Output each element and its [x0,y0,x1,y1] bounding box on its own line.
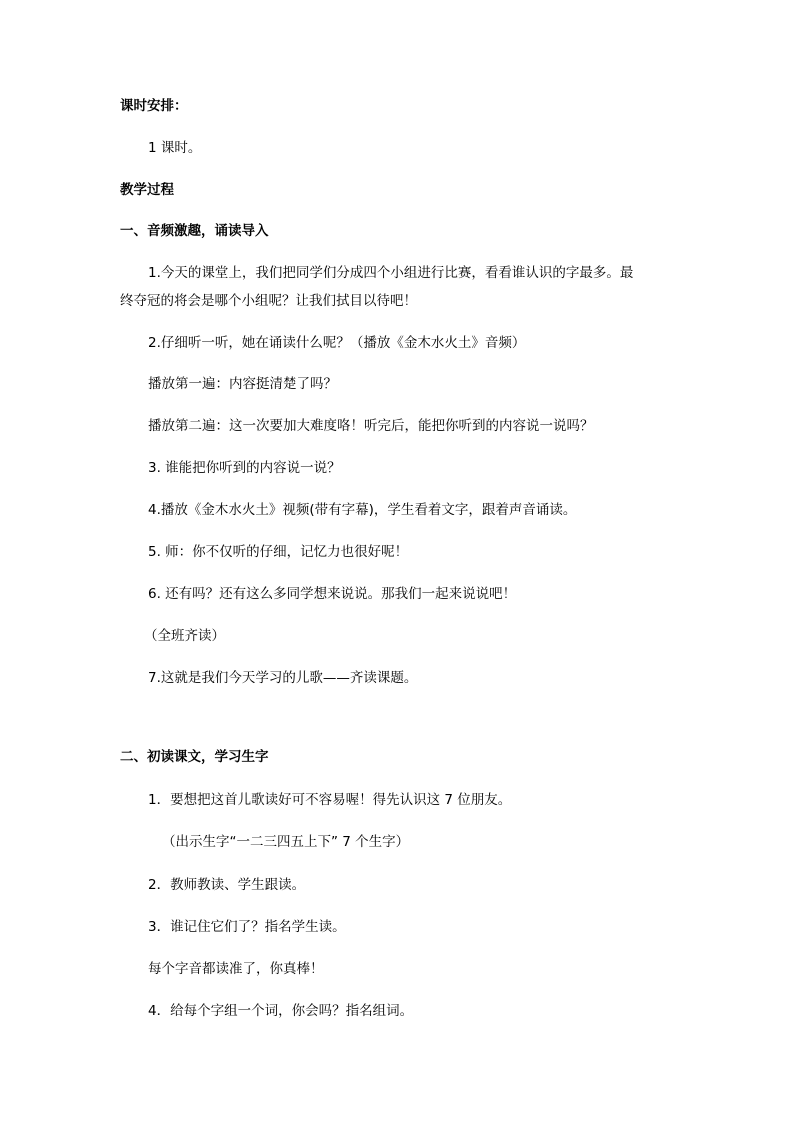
section2-item3: 3．谁记住它们了？指名学生读。 [148,919,346,935]
section1-item1-line1: 1.今天的课堂上，我们把同学们分成四个小组进行比赛，看看谁认识的字最多。最 [148,265,634,281]
process-heading: 教学过程 [120,182,174,198]
section2-item1-note: （出示生字“一二三四五上下” 7 个生字） [162,834,410,850]
section1-item6: 6. 还有吗？还有这么多同学想来说说。那我们一起来说说吧！ [148,586,517,602]
section2-praise: 每个字音都读准了，你真棒！ [148,961,324,977]
section1-item5: 5. 师：你不仅听的仔细，记忆力也很好呢！ [148,544,409,560]
section2-item1: 1．要想把这首儿歌读好可不容易喔！得先认识这 7 位朋友。 [148,792,512,808]
section1-item1-line2: 终夺冠的将会是哪个小组呢？让我们拭目以待吧！ [120,293,417,309]
section1-item3: 3. 谁能把你听到的内容说一说？ [148,460,341,476]
section2-heading: 二、初读课文，学习生字 [120,749,269,765]
section2-item4: 4．给每个字组一个词，你会吗？指名组词。 [148,1003,414,1019]
section1-play1: 播放第一遍：内容挺清楚了吗？ [148,376,337,392]
section1-play2: 播放第二遍：这一次要加大难度咯！听完后，能把你听到的内容说一说吗？ [148,418,594,434]
schedule-text: 1 课时。 [148,140,202,156]
section1-item2: 2.仔细听一听，她在诵读什么呢？（播放《金木水火土》音频） [148,335,526,351]
section1-note: （全班齐读） [144,628,225,644]
schedule-heading: 课时安排： [120,98,188,114]
section1-item4: 4.播放《金木水火土》视频(带有字幕)，学生看着文字，跟着声音诵读。 [148,502,577,518]
section1-heading: 一、音频激趣，诵读导入 [120,223,269,239]
section2-item2: 2．教师教读、学生跟读。 [148,877,306,893]
section1-item7: 7.这就是我们今天学习的儿歌——齐读课题。 [148,670,418,686]
